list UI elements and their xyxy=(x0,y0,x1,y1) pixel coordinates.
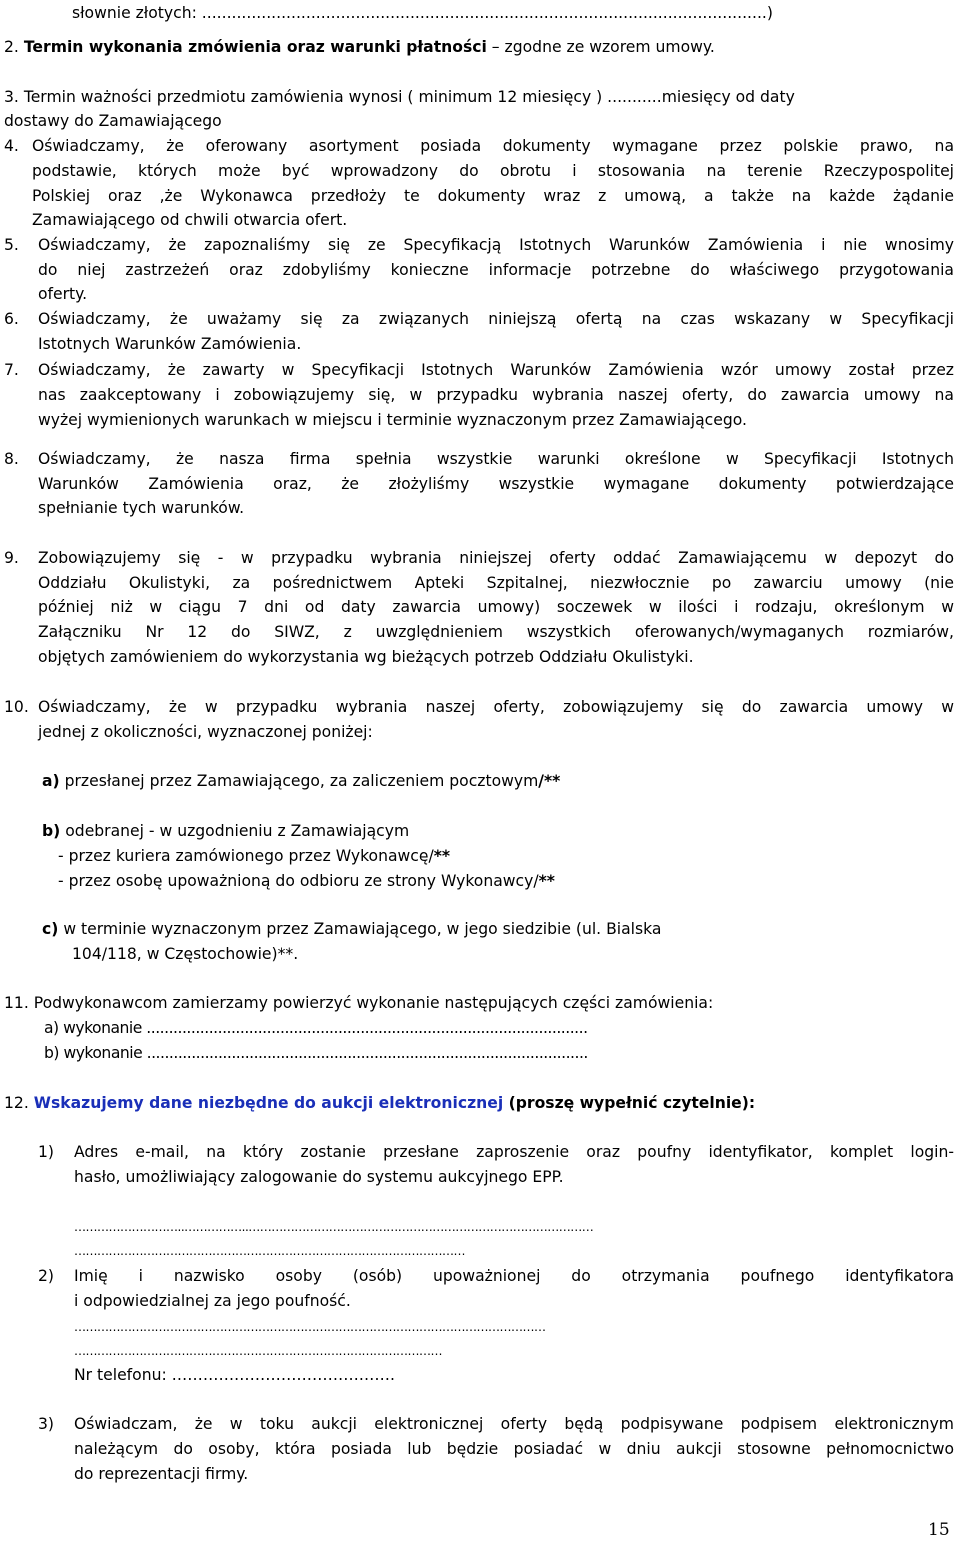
item-4-line-2: podstawie, których może być wprowadzony do obrotu i stosowania na terenie Rzeczypospolitej xyxy=(32,162,954,180)
item-4-line-3: Polskiej oraz ,że Wykonawca przedłoży te dokumenty wraz z umową, a także na każde żądanie xyxy=(32,187,954,205)
item-9-line-3: później niż w ciągu 7 dni od daty zawarcia umowy) soczewek w ilości i rodzaju, określonym w xyxy=(38,598,954,616)
point-2-num: 2) xyxy=(38,1267,55,1285)
option-b-sub-1 xyxy=(58,847,450,865)
point-1-line-1: Adres e-mail, na który zostanie przesłane zaproszenie oraz poufny identyfikator, komplet login- xyxy=(74,1143,954,1161)
option-a-text: przesłanej przez Zamawiającego, za zaliczeniem pocztowym xyxy=(59,772,539,790)
item-8-line-2: Warunków Zamówienia oraz, że złożyliśmy wszystkie wymagane dokumenty potwierdzające xyxy=(38,475,954,493)
item-8-line-1: Oświadczamy, że nasza firma spełnia wszystkie warunki określone w Specyfikacji Istotnych xyxy=(38,450,954,468)
item-12-bold-note: (proszę wypełnić czytelnie): xyxy=(503,1094,756,1112)
item-4-line-1: Oświadczamy, że oferowany asortyment posiada dokumenty wymagane przez polskie prawo, na xyxy=(32,137,954,155)
point-2-line-1: Imię i nazwisko osoby (osób) upoważnionej do otrzymania poufnego identyfikatora xyxy=(74,1267,954,1285)
item-12-blue-title: Wskazujemy dane niezbędne do aukcji elektronicznej xyxy=(33,1094,504,1112)
option-a-mark: /** xyxy=(538,772,561,790)
item-5-num: 5. xyxy=(4,236,19,254)
item-2-num: 2. xyxy=(4,38,19,56)
item-2 xyxy=(4,38,715,56)
email-field-1[interactable]: ………………………..……………..……………………………………………………………………………… xyxy=(74,1220,594,1234)
item-9-line-2: Oddziału Okulistyki, za pośrednictwem Apteki Szpitalnej, niezwłocznie po zawarciu umowy (nie xyxy=(38,574,954,592)
point-1-num: 1) xyxy=(38,1143,55,1161)
option-a xyxy=(42,772,560,790)
option-b-sub-1-text: - przez kuriera zamówionego przez Wykonawcę/ xyxy=(58,847,434,865)
person-field-1[interactable]: …………………………………………………………………………………………………………… xyxy=(74,1320,546,1334)
item-11-line-1: 11. Podwykonawcom zamierzamy powierzyć wykonanie następujących części zamówienia: xyxy=(4,994,714,1012)
item-3-line-2: dostawy do Zamawiającego xyxy=(4,112,222,130)
option-b-sub-1-mark: ** xyxy=(433,847,451,865)
item-5-line-2: do niej zastrzeżeń oraz zdobyliśmy konieczne informacje potrzebne do właściwego przygotowania xyxy=(38,261,954,279)
option-b-sub-2 xyxy=(58,872,555,890)
item-10-line-2: jednej z okoliczności, wyznaczonej poniżej: xyxy=(38,723,373,741)
item-7-line-2: nas zaakceptowany i zobowiązujemy się, w przypadku wybrania naszej oferty, do zawarcia umowy na xyxy=(38,386,954,404)
item-6-line-2: Istotnych Warunków Zamówienia. xyxy=(38,335,302,353)
item-10-line-1: Oświadczamy, że w przypadku wybrania naszej oferty, zobowiązujemy się do zawarcia umowy w xyxy=(38,698,954,716)
item-5-line-1: Oświadczamy, że zapoznaliśmy się ze Specyfikacją Istotnych Warunków Zamówienia i nie wnosimy xyxy=(38,236,954,254)
item-6-num: 6. xyxy=(4,310,19,328)
top-line: słownie złotych: ..................................................................................................................) xyxy=(72,4,773,22)
option-c-text: w terminie wyznaczonym przez Zamawiającego, w jego siedzibie (ul. Bialska xyxy=(58,920,662,938)
item-4-line-4: Zamawiającego od chwili otwarcia ofert. xyxy=(32,211,348,229)
item-12-heading xyxy=(4,1094,755,1112)
item-3-line-1: 3. Termin ważności przedmiotu zamówienia wynosi ( minimum 12 miesięcy ) ...........miesięcy od daty xyxy=(4,88,795,106)
option-a-label: a) xyxy=(42,772,60,790)
item-9-num: 9. xyxy=(4,549,19,567)
point-3-line-3: do reprezentacji firmy. xyxy=(74,1465,249,1483)
person-field-2[interactable]: …………………………………………………………………………………… xyxy=(74,1344,442,1358)
item-2-bold: Termin wykonania zmówienia oraz warunki płatności xyxy=(23,38,487,56)
item-12-num: 12. xyxy=(4,1094,29,1112)
point-3-num: 3) xyxy=(38,1415,55,1433)
item-2-rest: – zgodne ze wzorem umowy. xyxy=(486,38,715,56)
option-b xyxy=(42,822,409,840)
email-field-2[interactable]: ………………………………………………………………………………………… xyxy=(74,1244,465,1258)
point-3-line-1: Oświadczam, że w toku aukcji elektronicznej oferty będą podpisywane podpisem elektronicznym xyxy=(74,1415,954,1433)
page-number: 15 xyxy=(928,1520,950,1540)
item-9-line-4: Załączniku Nr 12 do SIWZ, z uwzględnieniem wszystkich oferowanych/wymaganych rozmiarów, xyxy=(38,623,954,641)
option-c xyxy=(42,920,661,938)
phone-field[interactable]: Nr telefonu: ……………………………………. xyxy=(74,1366,395,1384)
point-1-line-2: hasło, umożliwiający zalogowanie do systemu aukcyjnego EPP. xyxy=(74,1168,564,1186)
item-7-line-1: Oświadczamy, że zawarty w Specyfikacji Istotnych Warunków Zamówienia wzór umowy został przez xyxy=(38,361,954,379)
item-6-line-1: Oświadczamy, że uważamy się za związanych niniejszą ofertą na czas wskazany w Specyfikacji xyxy=(38,310,954,328)
item-4-num: 4. xyxy=(4,137,19,155)
option-b-label: b) xyxy=(42,822,61,840)
item-10-num: 10. xyxy=(4,698,29,716)
item-5-line-3: oferty. xyxy=(38,285,88,303)
point-3-line-2: należącym do osoby, która posiada lub będzie posiadać w dniu aukcji stosowne pełnomocnictwo xyxy=(74,1440,954,1458)
item-9-line-5: objętych zamówieniem do wykorzystania wg bieżących potrzeb Oddziału Okulistyki. xyxy=(38,648,694,666)
option-c-label: c) xyxy=(42,920,59,938)
option-b-text: odebranej - w uzgodnieniu z Zamawiającym xyxy=(60,822,410,840)
item-11-b[interactable]: b) wykonanie ................................................................................................... xyxy=(44,1044,588,1062)
item-7-num: 7. xyxy=(4,361,19,379)
item-9-line-1: Zobowiązujemy się - w przypadku wybrania niniejszej oferty oddać Zamawiającemu w depozyt do xyxy=(38,549,954,567)
item-8-num: 8. xyxy=(4,450,19,468)
item-8-line-3: spełnianie tych warunków. xyxy=(38,499,245,517)
item-11-a[interactable]: a) wykonanie ................................................................................................... xyxy=(44,1019,588,1037)
option-b-sub-2-mark: ** xyxy=(538,872,555,890)
point-2-line-2: i odpowiedzialnej za jego poufność. xyxy=(74,1292,351,1310)
option-c-line-2: 104/118, w Częstochowie)**. xyxy=(72,945,299,963)
item-7-line-3: wyżej wymienionych warunkach w miejscu i terminie wyznaczonym przez Zamawiającego. xyxy=(38,411,747,429)
option-b-sub-2-text: - przez osobę upoważnioną do odbioru ze strony Wykonawcy/ xyxy=(58,872,539,890)
